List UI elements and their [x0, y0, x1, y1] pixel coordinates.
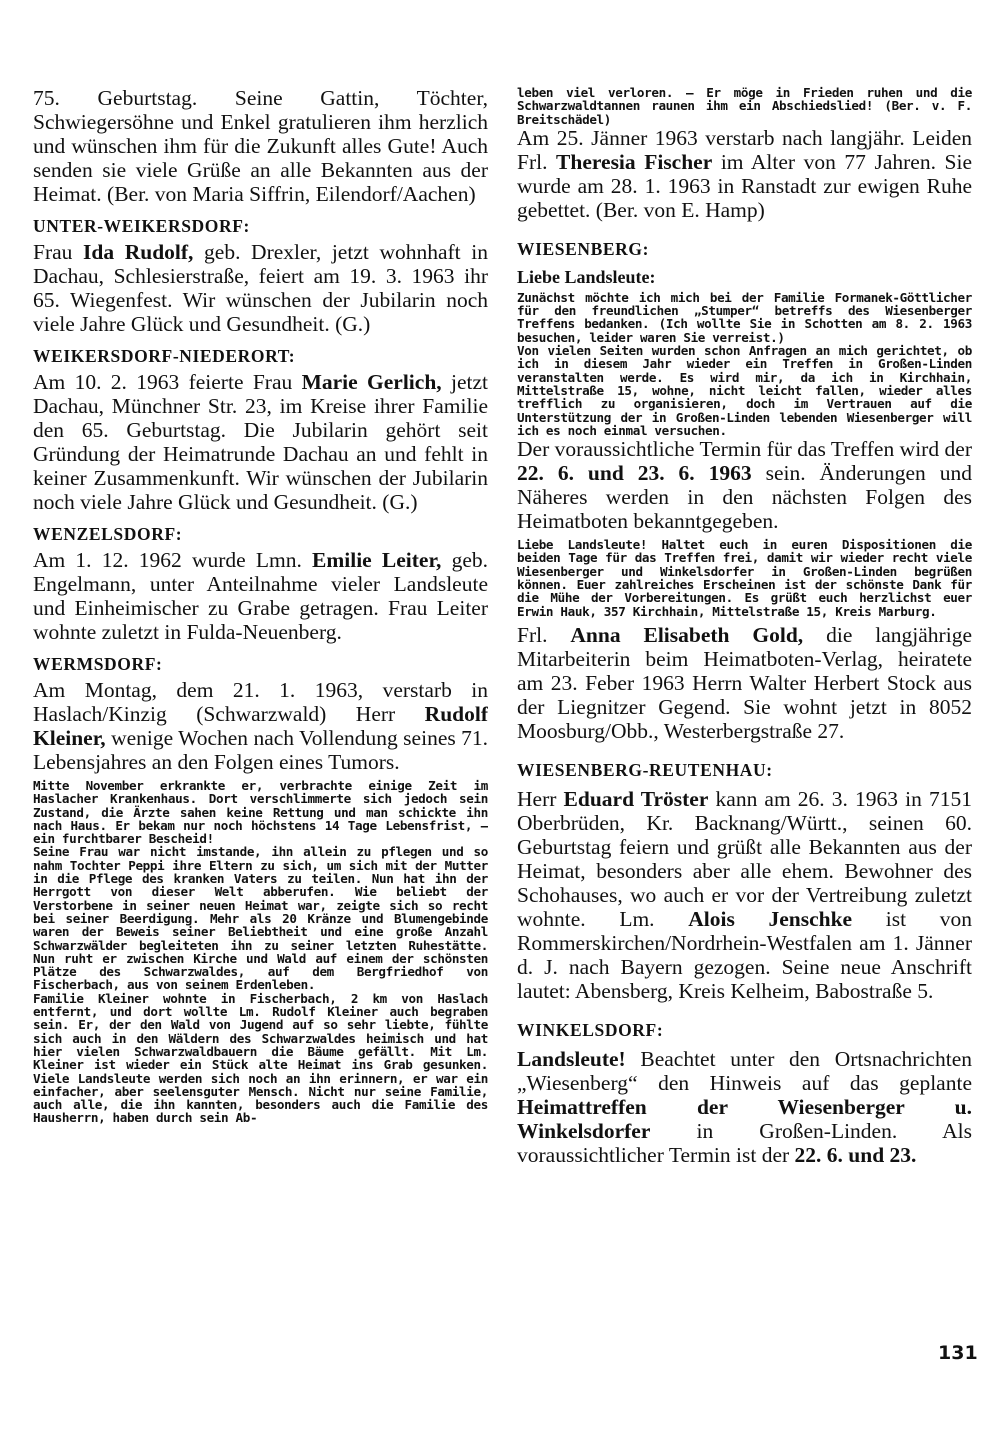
birthday-greeting-text: 75. Geburtstag. Seine Gattin, Töchter, Schwiegersöhne und Enkel gratulieren ihm herzlich und wünschen ihm für die Zukunft alles Gute! Auch senden sie viele Grüße an alle Bekannten aus der Heimat. (Ber. von Maria Siffrin, Eilendorf/Aachen): [33, 86, 488, 206]
right-column: [517, 86, 972, 1167]
obituary-continuation-text: leben viel verloren. — Er möge in Frieden ruhen und die Schwarzwaldtannen raunen ihm ein Abschiedslied! (Ber. v. F. Breitschädel): [517, 86, 972, 127]
anna-gold-text: Frl. Anna Elisabeth Gold, die langjährige Mitarbeiterin beim Heimatboten-Verlag, heiratete am 23. Feber 1963 Herrn Walter Herbert Stock aus der Liegnitzer Gegend. Sie wohnt jetzt in 8052 Moosburg/Obb., Westerbergstraße 27.: [517, 622, 972, 743]
unter-weikersdorf-text: Frau Ida Rudolf, geb. Drexler, jetzt wohnhaft in Dachau, Schlesierstraße, feiert am 19. 3. 1963 ihr 65. Wiegenfest. Wir wünschen der Jubilarin noch viele Jahre Glück und Gesundheit. (G.): [33, 240, 488, 336]
heading-wiesenberg-reutenhau: WIESENBERG-REUTENHAU:: [517, 759, 773, 780]
meeting-date-text: Der voraussichtliche Termin für das Treffen wird der 22. 6. und 23. 6. 1963 sein. Änderungen und Näheres werden in den nächsten Folgen des Heimatboten bekanntgegeben.: [517, 437, 972, 534]
heading-wiesenberg: WIESENBERG:: [517, 238, 650, 259]
wenzelsdorf-text: Am 1. 12. 1962 wurde Lmn. Emilie Leiter, geb. Engelmann, unter Anteilnahme vieler Landsleute und Einheimischer zu Grabe getragen. Frau Leiter wohnte zuletzt in Fulda-Neuenberg.: [33, 548, 488, 644]
wiesenberg-meeting-text: Von vielen Seiten wurden schon Anfragen an mich gerichtet, ob ich in diesem Jahr wieder ein Treffen in Großen-Linden veranstalten werde. Es wird mir, da ich in Kirchhain, Mittelstraße 15, wohne, nicht leicht fallen, wieder alles trefflich zu organisieren, doch im Vertrauen auf die Unterstützung der in Großen-Linden lebenden Wiesenberger will ich es noch einmal versuchen.: [517, 343, 972, 438]
wiesenberg-invitation-text: Liebe Landsleute! Haltet euch in euren Dispositionen die beiden Tage für das Treffen frei, damit wir wieder recht viele Wiesenberger und Winkelsdorfer in Großen-Linden begrüßen können. Euer zahlreiches Erscheinen ist der schönste Dank für die Mühe der Vorbereitungen. Es grüßt euch herzlichst euer Erwin Hauk, 357 Kirchhain, Mittelstraße 15, Kreis Marburg.: [517, 537, 972, 619]
left-column: [33, 86, 488, 1125]
wermsdorf-family-text: Familie Kleiner wohnte in Fischerbach, 2 km von Haslach entfernt, und dort wollte Lm. Rudolf Kleiner auch begraben sein. Er, der den Wald von Jugend auf so sehr liebte, fühlte sich auch in den Wäldern des Schwarzwaldes heimisch und hat hier vielen Schwarzwaldbauern die Bäume gefällt. Mit Lm. Kleiner ist wieder ein Stück alte Heimat ins Grab gesunken. Viele Landsleute werden sich noch an ihn erinnern, er war ein einfacher, aber seelensguter Mensch. Nicht nur seine Familie, auch alle, die ihn kannten, besonders auch die Familie des Hausherrn, haben durch sein Ab-: [33, 990, 488, 1125]
heading-weikersdorf-niederort: WEIKERSDORF-NIEDERORT:: [33, 346, 296, 366]
wermsdorf-funeral-text: Seine Frau war nicht imstande, ihn allein zu pflegen und so nahm Tochter Peppi ihre Eltern zu sich, um sich mit der Mutter in die Pflege des kranken Vaters zu teilen. Nun hat ihn der Herrgott von dieser Welt abberufen. Wie beliebt der Verstorbene in seiner neuen Heimat war, zeigte sich so recht bei seiner Beerdigung. Mehr als 20 Kränze und Blumengebinde waren der Beweis seiner Beliebtheit und eine große Anzahl Schwarzwälder begleiteten ihn zu seiner letzten Ruhestätte. Nun ruht er zwischen Kirche und Wald auf einem der schönsten Plätze des Schwarzwaldes, auf dem Bergfriedhof von Fischerbach, aus von seinem Erdenleben.: [33, 844, 488, 993]
heading-unter-weikersdorf: UNTER-WEIKERSDORF:: [33, 216, 250, 236]
winkelsdorf-text: Landsleute! Beachtet unter den Ortsnachrichten „Wiesenberg“ den Hinweis auf das geplante Heimattreffen der Wiesenberger u. Winkelsdorfer in Großen-Linden. Als voraussichtlicher Termin ist der 22. 6. und 23.: [517, 1046, 972, 1167]
theresia-fischer-text: Am 25. Jänner 1963 verstarb nach langjähr. Leiden Frl. Theresia Fischer im Alter von 77 Jahren. Sie wurde am 28. 1. 1963 in Ranstadt zur ewigen Ruhe gebettet. (Ber. von E. Hamp): [517, 125, 972, 222]
reutenhau-text: Herr Eduard Tröster kann am 26. 3. 1963 in 7151 Oberbrüden, Kr. Backnang/Württ., seinen 60. Geburtstag feiern und grüßt alle Bekannten aus der Heimat, besonders aber alle ehem. Bewohner des Schohauses, wo auch er vor der Vertreibung zuletzt wohnte. Lm. Alois Jenschke ist von Rommerskirchen/Nordrhein-Westfalen am 1. Jänner d. J. nach Bayern gezogen. Seine neue Anschrift lautet: Abensberg, Kreis Kelheim, Babostraße 5.: [517, 786, 972, 1003]
page-number: 131: [938, 1342, 978, 1364]
subheading-liebe-landsleute: Liebe Landsleute:: [517, 266, 656, 287]
weikersdorf-niederort-text: Am 10. 2. 1963 feierte Frau Marie Gerlich, jetzt Dachau, Münchner Str. 23, im Kreise ihrer Familie den 65. Geburtstag. Die Jubilarin gehört seit Gründung der Heimatrunde Dachau an und fehlt in keiner Zusammenkunft. Wir wünschen der Jubilarin noch viele Jahre Glück und Gesundheit. (G.): [33, 370, 488, 514]
heading-winkelsdorf: WINKELSDORF:: [517, 1019, 664, 1040]
heading-wermsdorf: WERMSDORF:: [33, 654, 163, 674]
wiesenberg-thanks-text: Zunächst möchte ich mich bei der Familie Formanek-Göttlicher für den freundlichen „Stumper“ betreffs des Wiesenberger Treffens bedanken. (Ich wollte Sie in Schotten am 8. 2. 1963 besuchen, leider waren Sie verreist.): [517, 289, 972, 345]
wermsdorf-illness-text: Mitte November erkrankte er, verbrachte einige Zeit im Haslacher Krankenhaus. Dort verschlimmerte sich jedoch sein Zustand, die Ärzte sahen keine Rettung und man schickte ihn nach Haus. Er bekam nur noch höchstens 14 Tage Lebensfrist, — ein furchtbarer Bescheid!: [33, 778, 488, 847]
heading-wenzelsdorf: WENZELSDORF:: [33, 524, 183, 544]
wermsdorf-text: Am Montag, dem 21. 1. 1963, verstarb in Haslach/Kinzig (Schwarzwald) Herr Rudolf Kleiner, wenige Wochen nach Vollendung seines 71. Lebensjahres an den Folgen eines Tumors.: [33, 678, 488, 774]
